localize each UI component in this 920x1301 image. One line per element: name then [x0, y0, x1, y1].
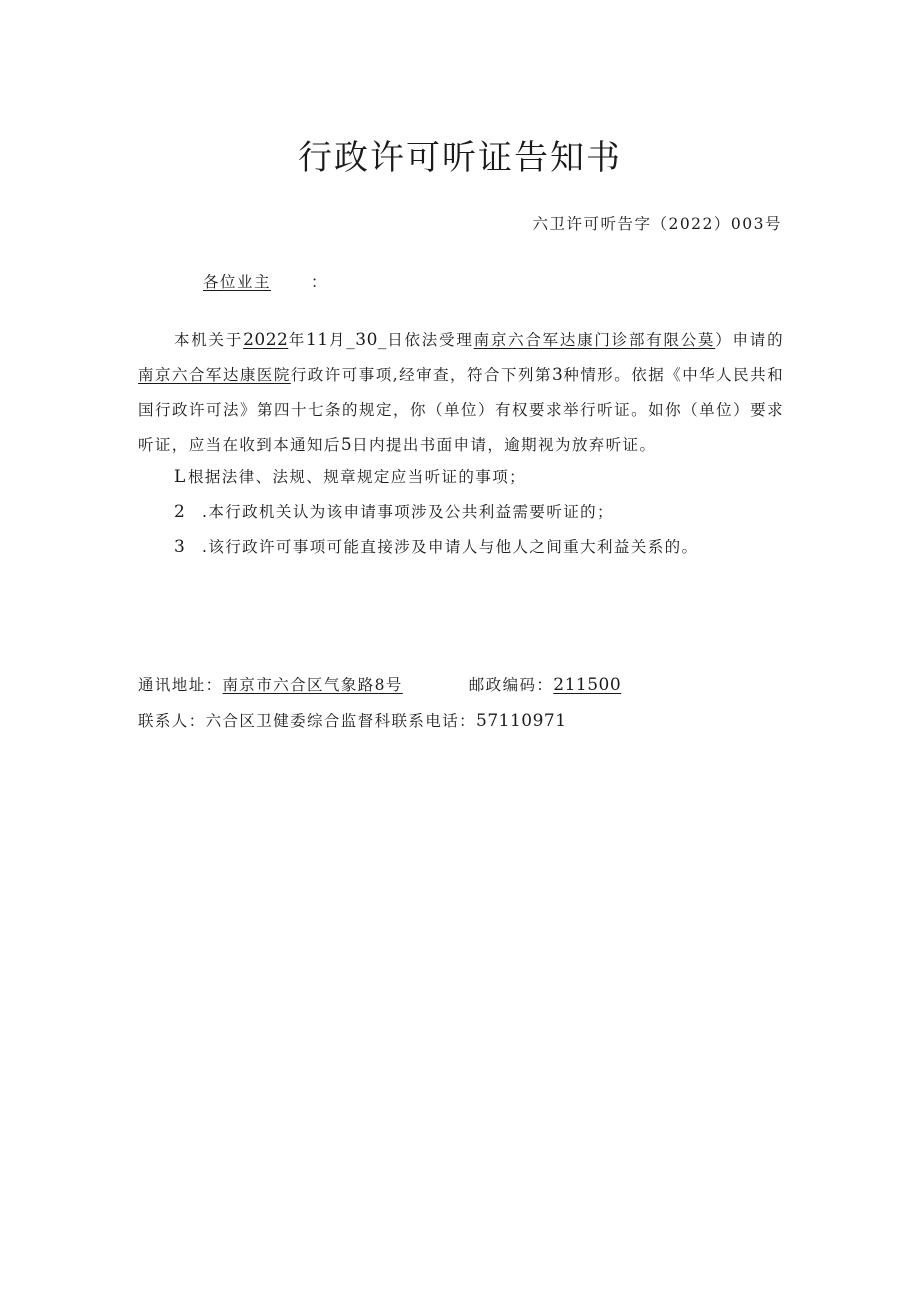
contact-address-line: [138, 672, 621, 698]
list-item-text: 根据法律、法规、规章规定应当听证的事项；: [188, 468, 527, 486]
accept-day: _30_: [346, 330, 387, 350]
contact-person-line: [138, 708, 567, 734]
applicant-name: 南京六合军达康门诊部有限公莫: [473, 331, 716, 349]
list-item: [174, 460, 794, 495]
list-marker: 2: [174, 502, 187, 522]
paragraph-text: 月: [328, 331, 347, 349]
paragraph-text: 行政许可事项,经审查，符合下列第: [290, 366, 552, 384]
salutation: [203, 270, 328, 294]
paragraph-text: 年: [288, 331, 306, 349]
accept-year: 2022: [243, 330, 289, 350]
list-marker: L: [174, 467, 187, 487]
address-label: 通讯地址：: [138, 676, 223, 694]
paragraph-text: 日依法受理: [386, 331, 474, 349]
paragraph-text: 本机关于: [174, 331, 244, 349]
list-item: [174, 495, 794, 530]
contact-value: 六合区卫健委综合监督科: [205, 712, 392, 730]
document-number: 六卫许可听告字（2022）003号: [532, 215, 782, 233]
project-name: 南京六合军达康医院: [138, 366, 291, 384]
list-item: [174, 530, 794, 565]
list-item-text: .该行政许可事项可能直接涉及申请人与他人之间重大利益关系的。: [202, 538, 699, 556]
postal-code: [469, 672, 621, 698]
accept-month: 11: [305, 330, 329, 350]
phone-value: 57110971: [476, 711, 567, 731]
paragraph-text: ）申请的: [715, 331, 784, 349]
paragraph-text: 种情形。依据《中华人民共和国行政许可法》第四十七条的规定，你（单位）有权要求举行听证。如你（单位）要求听证，应当在收到本通知后: [138, 366, 785, 454]
phone-label: 联系电话：: [391, 712, 477, 730]
postal-label: 邮政编码：: [468, 676, 554, 694]
hearing-cases-list: [174, 460, 794, 565]
paragraph-text: 日内提出书面申请，逾期视为放弃听证。: [352, 436, 657, 454]
case-number: 3: [551, 365, 564, 385]
contact-label: 联系人：: [138, 712, 206, 730]
address-value: 南京市六合区气象路8号: [222, 676, 403, 694]
list-marker: 3: [174, 537, 187, 557]
document-title: 行政许可听证告知书: [298, 138, 622, 178]
list-item-text: .本行政机关认为该申请事项涉及公共利益需要听证的；: [202, 503, 614, 521]
salutation-colon: ：: [311, 273, 329, 291]
deadline-days: 5: [340, 435, 353, 455]
postal-value: 211500: [553, 675, 622, 695]
notice-paragraph: [138, 323, 784, 463]
salutation-recipient: 各位业主: [203, 273, 272, 291]
